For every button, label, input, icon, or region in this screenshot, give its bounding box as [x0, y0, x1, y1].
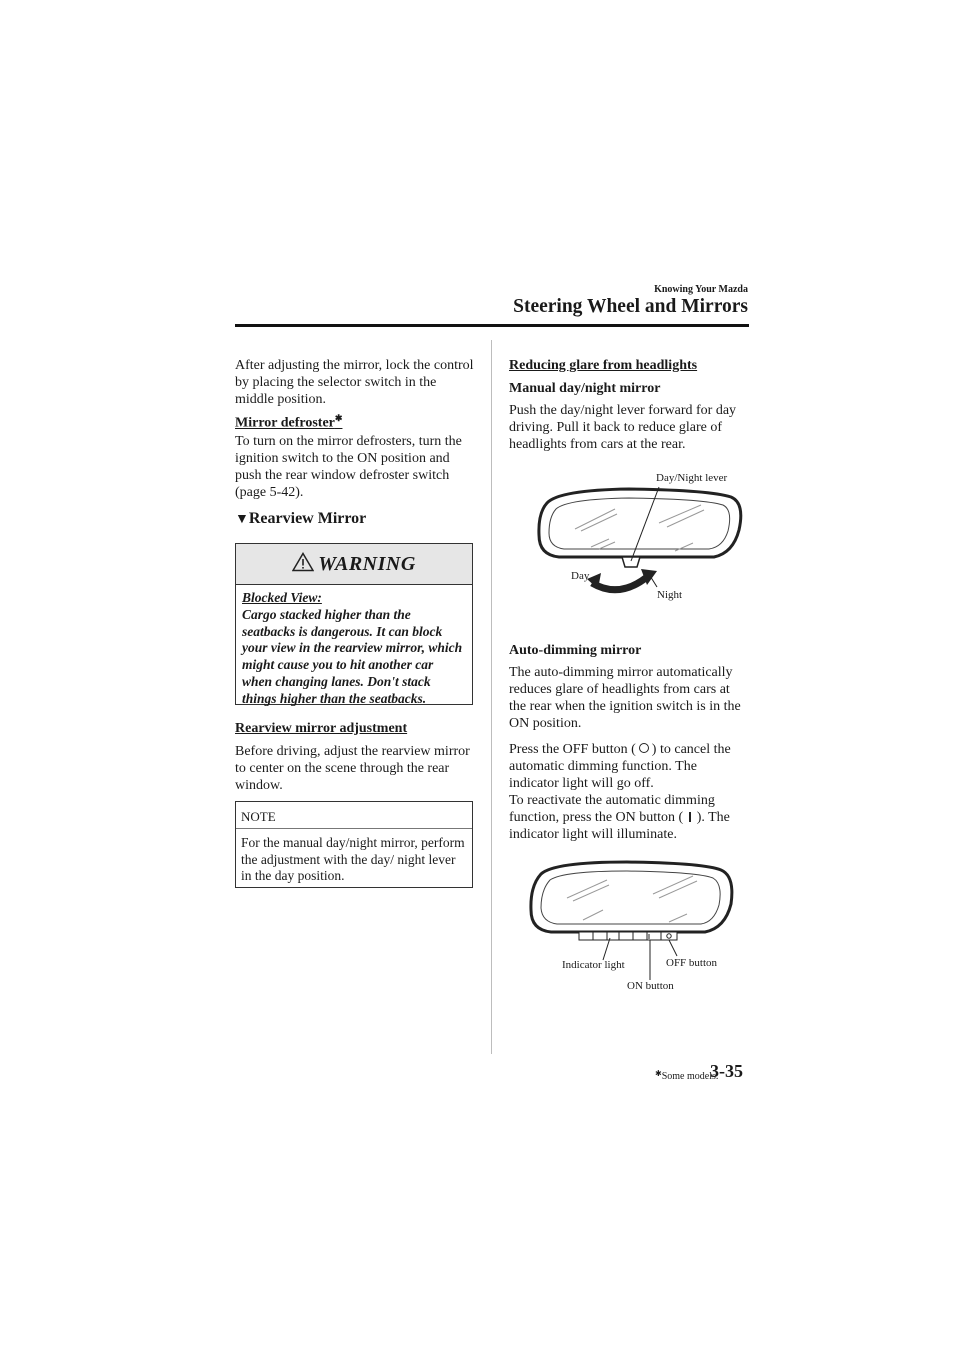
some-models-note: [655, 1069, 718, 1082]
note-title: NOTE: [236, 802, 472, 829]
on-button-label: ON button: [627, 980, 674, 992]
warning-box: [235, 543, 473, 705]
adjustment-paragraph: Before driving, adjust the rearview mirror to center on the scene through the rear window.: [235, 744, 470, 793]
warning-body-title: Blocked View:: [242, 590, 322, 605]
adjustment-heading: Rearview mirror adjustment: [235, 721, 408, 736]
glare-heading: Reducing glare from headlights: [509, 358, 698, 373]
section-label: Knowing Your Mazda: [654, 284, 748, 295]
column-divider: [491, 340, 492, 1054]
warning-triangle-icon: [292, 552, 314, 577]
warning-body: [236, 585, 472, 708]
manual-paragraph: Push the day/night lever forward for day driving. Pull it back to reduce glare of headlights from cars at the rear.: [509, 403, 737, 452]
warning-title: WARNING: [318, 552, 416, 575]
note-body: For the manual day/night mirror, perform the adjustment with the day/ night lever in the day position.: [241, 835, 465, 883]
warning-header: [236, 544, 472, 585]
night-label: Night: [657, 589, 683, 601]
on-text-start: To reactivate the automatic dimming function, press the ON button (: [509, 793, 715, 825]
auto-mirror-figure: [509, 858, 749, 998]
auto-mirror-illustration: [509, 858, 749, 998]
note-box: [235, 801, 473, 888]
on-text-end: ). The indicator light will illuminate.: [509, 810, 730, 842]
off-text-end: ) to cancel the automatic dimming function. The indicator light will go off.: [509, 742, 731, 791]
defroster-heading-text: Mirror defroster: [235, 415, 335, 431]
on-bar-icon: [689, 812, 691, 822]
triangle-bullet-icon: ▼: [235, 512, 249, 527]
off-text-start: Press the OFF button (: [509, 742, 636, 757]
manual-mirror-figure: [509, 465, 749, 610]
manual-heading: Manual day/night mirror: [509, 381, 661, 396]
intro-paragraph: After adjusting the mirror, lock the control by placing the selector switch in the middle position.: [235, 358, 474, 407]
rearview-heading: [235, 510, 475, 528]
off-circle-icon: [639, 743, 649, 753]
defroster-heading: [235, 410, 475, 432]
defroster-paragraph: To turn on the mirror defrosters, turn the ignition switch to the ON position and push the rear window defroster switch (page 5-42).: [235, 434, 462, 500]
auto-paragraph: The auto-dimming mirror automatically reduces glare of headlights from cars at the rear when the ignition switch is in the ON position.: [509, 665, 741, 731]
day-label: Day: [571, 570, 590, 582]
some-models-text: Some models.: [661, 1071, 719, 1082]
day-night-lever-label: Day/Night lever: [656, 472, 728, 484]
auto-heading: Auto-dimming mirror: [509, 643, 642, 658]
some-models-star-icon: ✱: [655, 1069, 662, 1078]
manual-mirror-illustration: [509, 465, 749, 610]
warning-body-text: Cargo stacked higher than the seatbacks is dangerous. It can block your view in the rearview mirror, which might cause you to hit another car when changing lanes. Don't stack things higher than the seatbacks.: [242, 606, 463, 706]
off-button-label: OFF button: [666, 957, 718, 969]
page-title: Steering Wheel and Mirrors: [513, 296, 748, 317]
rearview-heading-text: Rearview Mirror: [248, 510, 367, 527]
some-models-star-icon: ✱: [334, 413, 343, 423]
header-rule: [235, 324, 749, 327]
indicator-light-label: Indicator light: [562, 959, 625, 971]
page-number: 3-35: [710, 1061, 743, 1081]
off-on-paragraph: [509, 741, 749, 843]
